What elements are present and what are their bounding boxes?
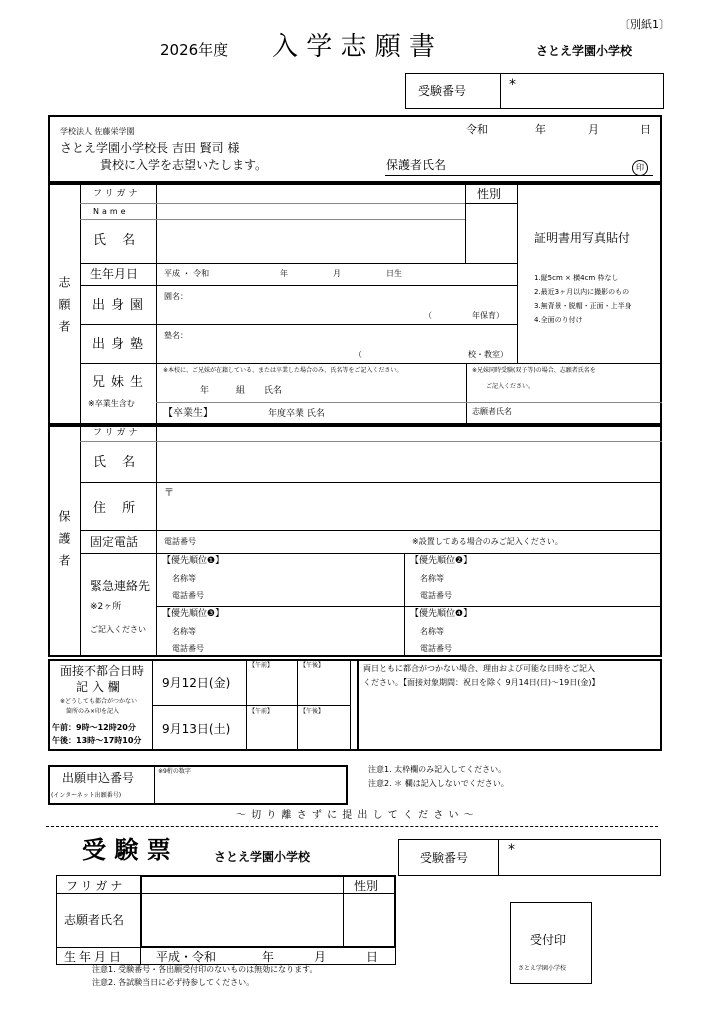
birth-day-unit: 日生 [386,269,402,278]
birth-year-unit: 年 [280,269,288,278]
application-digits-note: ※9桁の数字 [158,768,191,775]
sibling-grade: 年 [200,386,210,396]
applicant-section-label: 志願者 [57,276,71,342]
kinder-name-label: 園名： [164,292,188,301]
kinder-label: 出身園 [92,298,150,313]
era-label: 令和 [466,123,488,136]
interview-reason-2: ください。【面接対象期間：祝日を除く 9月14日(日)〜19日(金)】 [363,678,600,687]
birth-era: 平成 ・ 令和 [164,269,210,278]
priority-2-tel: 電話番号 [420,591,452,600]
photo-note-1: 1.縦5cm × 横4cm 枠なし [534,274,619,282]
exam-number-label: 受験番号 [418,84,467,98]
postal-mark: 〒 [164,488,174,499]
guardian-name-row-label: 氏 名 [93,455,142,470]
form-note-1: 注意1. 太枠欄のみ記入してください。 [368,765,507,774]
guardian-address-label: 住 所 [93,501,142,516]
corp-name: 学校法人 佐藤栄学園 [60,127,135,136]
day1-pm-label: 【午後】 [300,662,325,669]
request-text: 貴校に入学を志望いたします。 [100,158,268,172]
interview-date-2: 9月13日(土) [162,722,231,736]
photo-note-2: 2.最近3ヶ月以内に撮影のもの [534,288,630,296]
applicant-name-label: 氏 名 [93,233,142,248]
day1-pm-checkbox[interactable] [299,672,349,704]
ticket-birth-era: 平成・令和 [156,950,217,964]
day2-pm-label: 【午後】 [300,708,325,715]
phone-label: 固定電話 [90,535,139,549]
exam-number-asterisk: * [509,77,516,93]
sibling-name: 氏名 [264,386,283,396]
year-label: 2026年度 [160,41,229,59]
juku-suffix: 校・教室） [468,350,508,359]
priority-4-tel: 電話番号 [420,644,452,653]
ticket-gender-field[interactable] [345,895,395,946]
gender-label: 性別 [477,187,502,201]
day2-am-label: 【午前】 [249,708,274,715]
priority-1-tel: 電話番号 [172,591,204,600]
ticket-exam-number-label: 受験番号 [420,851,469,865]
day1-am-checkbox[interactable] [248,672,296,704]
sibling-label: 兄妹生 [92,375,150,390]
priority-4-name: 名称等 [420,627,444,636]
photo-note-3: 3.無背景・脱帽・正面・上半身 [534,302,632,310]
reception-stamp-label: 受付印 [530,933,567,947]
graduate-label: 【卒業生】 [163,408,213,419]
ticket-gender-label: 性別 [354,879,379,893]
priority-2-label: 【優先順位❷】 [410,556,473,566]
month-unit: 月 [588,123,599,136]
ticket-exam-asterisk: * [508,842,515,858]
ticket-school: さとえ学園小学校 [214,850,311,864]
sibling-note: ※本校に、ご兄妹が在籍している、または卒業した場合のみ、氏名等をご記入ください。 [163,367,403,374]
ticket-day-unit: 日 [366,950,379,964]
interview-note-2: 箇所のみ×印を記入 [66,708,120,715]
interview-am-hours: 午前：9時〜12時20分 [52,723,136,732]
day-unit: 日 [640,123,651,136]
day2-pm-checkbox[interactable] [299,718,349,750]
ticket-note-1: 注意1. 受験番号・各出願受付印のないものは無効になります。 [92,965,318,974]
priority-3-name: 名称等 [172,627,196,636]
applicant-name-field[interactable] [157,184,464,262]
phone-number-label: 電話番号 [164,537,196,546]
ticket-month-unit: 月 [314,950,327,964]
cut-line [46,826,658,827]
interview-title-1: 面接不都合日時 [60,664,145,678]
priority-1-label: 【優先順位❶】 [162,556,225,566]
priority-1-name: 名称等 [172,574,196,583]
juku-name-label: 塾名： [164,331,188,340]
application-number-label: 出願申込番号 [62,771,135,785]
gender-field[interactable] [466,204,516,262]
furigana-label: フリガナ [93,189,141,199]
emergency-label: 緊急連絡先 [90,579,151,593]
interview-pm-hours: 午後：13時〜17時10分 [52,736,142,745]
interview-date-1: 9月12日(金) [162,676,231,690]
year-unit: 年 [535,123,546,136]
ticket-applicant-name-label: 志願者氏名 [64,913,125,927]
principal-name: さとえ学園小学校長 吉田 賢司 様 [60,141,240,155]
twin-note-1: ※兄妹同時受験(双子等)の場合、志願者氏名を [472,367,596,374]
name-en-label: Name [93,207,129,216]
photo-title: 証明書用写真貼付 [534,231,631,245]
juku-label: 出身塾 [92,337,150,352]
graduate-year: 年度卒業 氏名 [268,409,325,419]
birth-label: 生年月日 [90,267,139,281]
priority-2-name: 名称等 [420,574,444,583]
guardian-furigana-label: フリガナ [93,428,141,438]
guardian-name-line[interactable] [385,175,653,176]
juku-paren: （ [354,350,362,359]
kinder-paren: （ [424,311,432,320]
emergency-sub-1: ※2ヶ所 [90,602,122,612]
ticket-furigana-label: フリガナ [66,879,126,893]
form-note-2: 注意2. ＊ 欄は記入しないでください。 [368,779,509,788]
guardian-address-field[interactable] [157,483,661,529]
phone-note: ※設置してある場合のみご記入ください。 [412,537,563,546]
appendix-label: 〔別紙1〕 [619,18,670,31]
guardian-section-label: 保護者 [57,510,71,576]
ticket-birth-label: 生年月日 [64,950,125,964]
photo-note-4: 4.全面のり付け [534,316,583,324]
page-title: 入 学 志 願 書 [272,32,436,62]
ticket-title: 受 験 票 [82,835,171,864]
guardian-name-field[interactable] [157,442,661,481]
kinder-years: 年保育） [472,311,504,320]
application-number-field[interactable] [156,776,346,803]
day1-am-label: 【午前】 [249,662,274,669]
emergency-sub-2: ご記入ください [90,625,146,634]
twin-note-2: ご記入ください。 [486,383,535,390]
sibling-sub: ※卒業生含む [88,399,135,408]
birth-month-unit: 月 [333,269,341,278]
application-number-sub: (インターネット出願番号) [51,792,122,799]
school-name: さとえ学園小学校 [536,44,633,58]
ticket-applicant-name-field[interactable] [142,895,342,946]
interview-reason-1: 両日ともに都合がつかない場合、理由および可能な日時をご記入 [363,664,595,673]
interview-note-1: ※どうしても都合がつかない [60,698,138,705]
interview-title-2: 記 入 欄 [76,680,120,694]
priority-3-tel: 電話番号 [172,644,204,653]
priority-4-label: 【優先順位❹】 [410,609,473,619]
reception-stamp-school: さとえ学園小学校 [518,965,567,972]
seal-mark: 印 [632,160,648,176]
ticket-year-unit: 年 [262,950,275,964]
ticket-note-2: 注意2. 各試験当日に必ず持参してください。 [92,978,255,987]
cut-line-text: 〜 切 り 離 さ ず に 提 出 し て く だ さ い 〜 [236,810,475,821]
priority-3-label: 【優先順位❸】 [162,609,225,619]
twin-applicant-name: 志願者氏名 [472,407,512,416]
day2-am-checkbox[interactable] [248,718,296,750]
sibling-class: 組 [236,386,246,396]
guardian-name-label: 保護者氏名 [386,158,447,172]
